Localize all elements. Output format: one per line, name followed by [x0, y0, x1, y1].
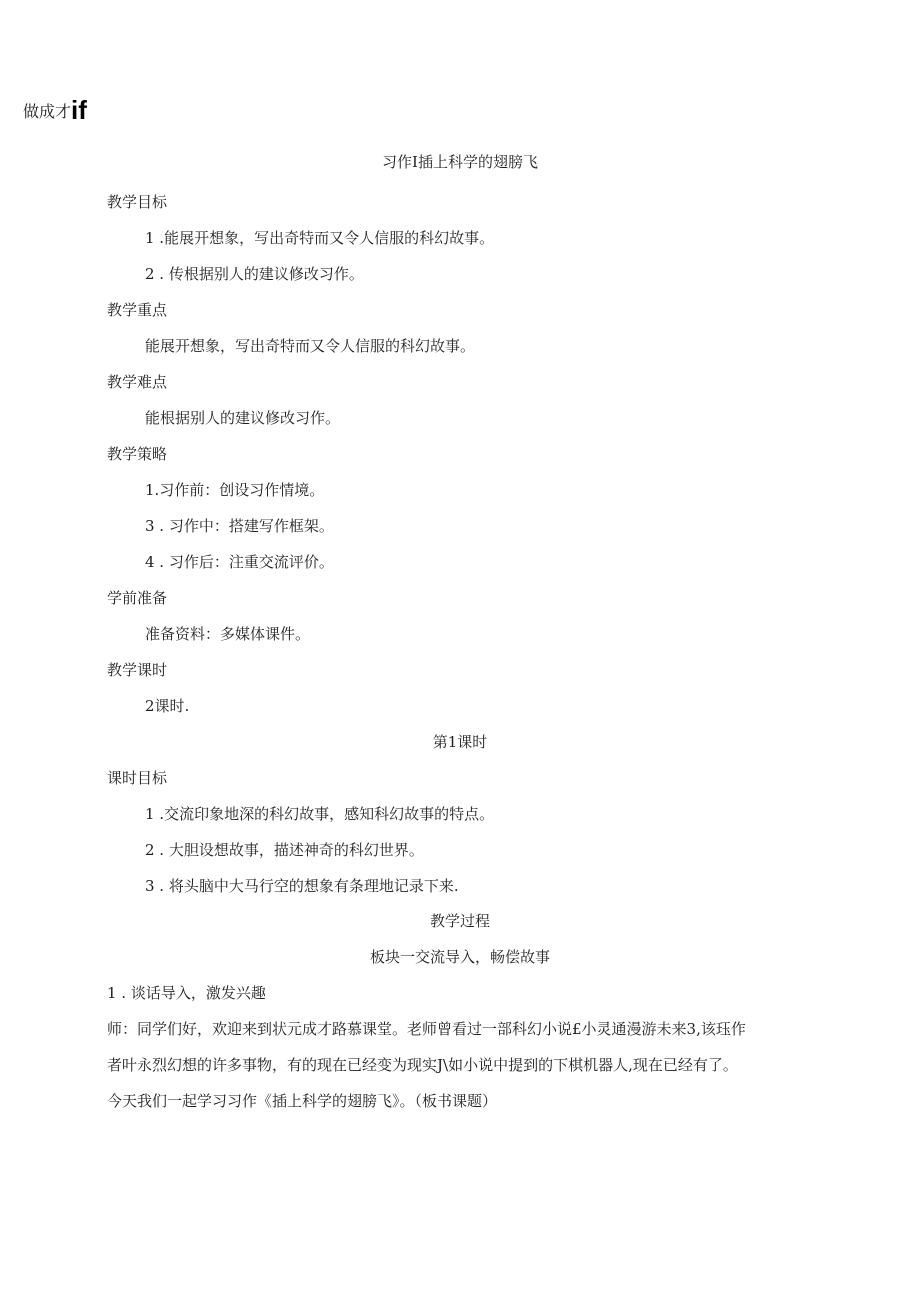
strategy-heading: 教学策略 [107, 445, 168, 463]
lesson-goals-heading: 课时目标 [107, 769, 168, 787]
step1-heading: 1 . 谈话导入，激发兴趣 [107, 984, 266, 1002]
strategy-item: 3 . 习作中：搭建写作框架。 [145, 517, 334, 535]
paragraph-line: 者叶永烈幻想的许多事物，有的现在已经变为现实J\如小说中提到的下棋机器人,现在已经有了。 [107, 1056, 738, 1074]
preparation-heading: 学前准备 [107, 589, 168, 607]
difficulties-text: 能根据别人的建议修改习作。 [145, 409, 341, 427]
lesson-goal-item: 1 .交流印象地深的科幻故事，感知科幻故事的特点。 [145, 805, 495, 823]
block-title: 板块一交流导入，畅偿故事 [369, 948, 550, 966]
periods-heading: 教学课时 [107, 661, 168, 679]
header-prefix: 做成才 [23, 102, 72, 121]
paragraph-line: 师：同学们好，欢迎来到状元成才路慕课堂。老师曾看过一部科幻小说£小灵通漫游未来3,该珏作 [107, 1020, 746, 1038]
strategy-item: 4 . 习作后：注重交流评价。 [145, 553, 334, 571]
lesson-goal-item: 2 . 大胆设想故事，描述神奇的科幻世界。 [145, 841, 424, 859]
periods-text: 2课时. [145, 697, 190, 715]
lesson1-title: 第1课时 [432, 733, 488, 751]
key-points-heading: 教学重点 [107, 301, 168, 319]
document-title: 习作I插上科学的翅膀飞 [382, 153, 538, 171]
paragraph-line: 今天我们一起学习习作《插上科学的翅膀飞》。（板书课题） [107, 1092, 498, 1110]
lesson-goal-item: 3 . 将头脑中大马行空的想象有条理地记录下来. [145, 877, 459, 895]
difficulties-heading: 教学难点 [107, 373, 168, 391]
strategy-item: 1.习作前：创设习作情境。 [145, 481, 325, 499]
process-title: 教学过程 [429, 912, 490, 930]
goal-item: 1 .能展开想象，写出奇特而又令人信服的科幻故事。 [145, 229, 495, 247]
key-points-text: 能展开想象，写出奇特而又令人信服的科幻故事。 [145, 337, 476, 355]
goal-item: 2 . 传根据别人的建议修改习作。 [145, 265, 364, 283]
goals-heading: 教学目标 [107, 193, 168, 211]
header-suffix: if [71, 95, 87, 125]
header-mark [23, 95, 87, 125]
preparation-text: 准备资料：多媒体课件。 [145, 625, 311, 643]
